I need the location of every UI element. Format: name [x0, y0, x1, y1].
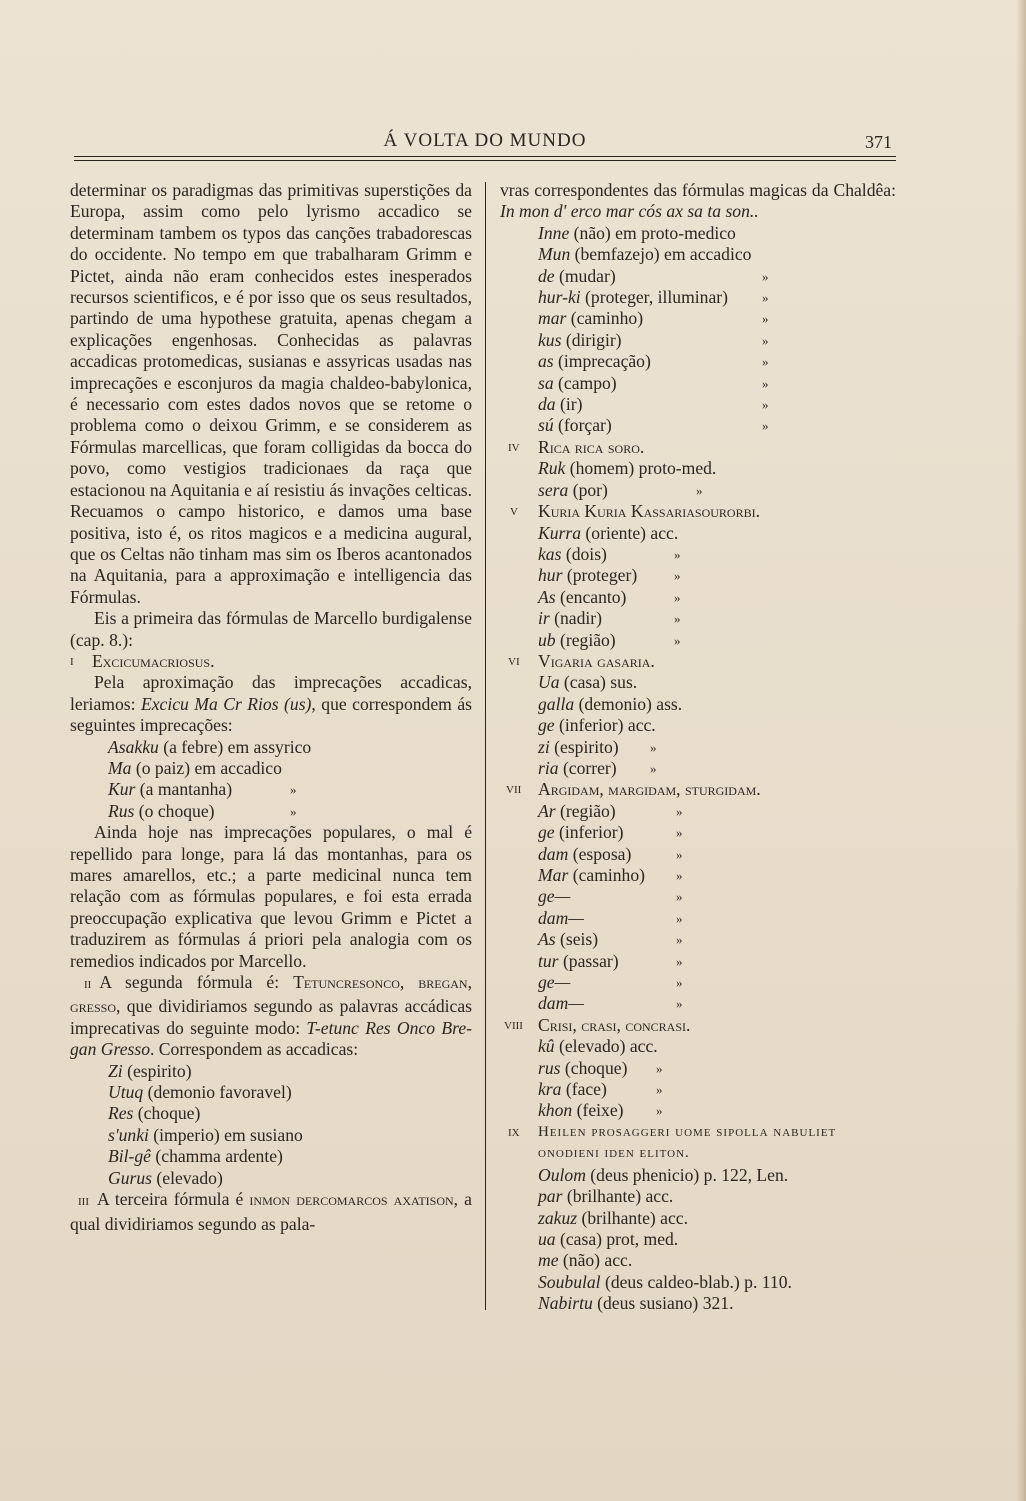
list-item — [500, 672, 896, 693]
formula-heading — [500, 1122, 896, 1165]
gloss: (espirito) — [122, 1060, 192, 1081]
ditto-mark: » — [674, 568, 681, 584]
list-item — [500, 972, 896, 993]
gloss: (bemfazejo) em accadico — [570, 244, 752, 265]
formula-name: Kuria Kuria Kassariasourorbi. — [538, 501, 761, 522]
word-list — [500, 801, 896, 1015]
term: as — [538, 351, 554, 372]
term: Zi — [108, 1060, 123, 1081]
ditto-mark: » — [290, 782, 297, 798]
gloss: (elevado) acc. — [554, 1036, 658, 1057]
gloss: (seis) — [555, 929, 599, 950]
term: tur — [538, 950, 559, 971]
list-item — [500, 1036, 896, 1057]
word-list — [500, 458, 896, 501]
term: Rus — [108, 800, 135, 821]
gloss: (dois) — [561, 543, 607, 564]
paragraph: III A terceira fórmula é inmon dercomarcos axatison, a qual dividiriamos segundo as pala- — [70, 1189, 472, 1234]
ditto-mark: » — [676, 889, 683, 905]
list-item — [500, 330, 896, 351]
gloss: (o paiz) em accadico — [131, 757, 282, 778]
term: ria — [538, 757, 559, 778]
formula-heading — [500, 1015, 896, 1036]
list-item — [500, 394, 896, 415]
paragraph: II A segunda fórmula é: Tetuncresonco, bregan, gresso, que dividiriamos segundo as palavras accádicas imprecativas do seguinte modo: T-etunc Res Onco Bre-gan Gresso. Correspondem as accadicas: — [70, 972, 472, 1060]
gloss: (nadir) — [549, 608, 603, 629]
list-item — [500, 266, 896, 287]
formula-number: IX — [508, 1126, 520, 1139]
term: As — [538, 586, 556, 607]
list-item — [70, 1168, 472, 1189]
gloss: (campo) — [553, 372, 617, 393]
gloss: (a mantanha) — [135, 779, 233, 800]
header-rule-thick — [74, 156, 896, 157]
left-column — [70, 180, 472, 1235]
term: Res — [108, 1103, 134, 1124]
term: Soubulal — [538, 1271, 601, 1292]
list-item — [500, 1186, 896, 1207]
gloss: (inferior) — [554, 822, 624, 843]
gloss: (deus susiano) 321. — [592, 1293, 734, 1314]
word-list — [70, 737, 472, 823]
gloss: (imperio) em susiano — [148, 1124, 303, 1145]
ditto-mark: » — [762, 290, 769, 306]
term: khon — [538, 1100, 573, 1121]
term: kra — [538, 1079, 562, 1100]
formula-heading — [500, 437, 896, 458]
ditto-mark: » — [696, 482, 703, 498]
gloss: (elevado) — [152, 1167, 223, 1188]
list-item — [70, 1061, 472, 1082]
gloss: (o choque) — [134, 800, 215, 821]
gloss: (região) — [555, 800, 616, 821]
list-item — [500, 480, 896, 501]
list-item — [500, 886, 896, 907]
list-item — [500, 1058, 896, 1079]
list-item — [500, 1208, 896, 1229]
gloss: (homem) proto-med. — [565, 458, 717, 479]
header-rule-thin — [74, 160, 896, 161]
gloss: (inferior) acc. — [554, 715, 656, 736]
list-item — [500, 308, 896, 329]
formula-name: Argidam, margidam, sturgidam. — [538, 779, 761, 800]
page-number: 371 — [865, 132, 892, 152]
term: me — [538, 1250, 559, 1271]
ditto-mark: » — [762, 375, 769, 391]
gloss: (ir) — [555, 394, 583, 415]
gloss: (por) — [568, 479, 608, 500]
list-item — [500, 565, 896, 586]
gloss: (não) acc. — [558, 1250, 633, 1271]
list-item — [500, 715, 896, 736]
word-list — [500, 1165, 896, 1315]
ditto-mark: » — [650, 739, 657, 755]
gloss: (face) — [561, 1079, 607, 1100]
formula-number: VII — [506, 784, 522, 797]
list-item — [500, 737, 896, 758]
gloss: (demonio) ass. — [574, 693, 683, 714]
term: dam— — [538, 993, 584, 1014]
formula-number: I — [70, 655, 74, 668]
paragraph: determinar os paradigmas das primitivas superstições da Europa, assim como pelo lyrismo accadico se determinam tambem os typos das canções trabadorescas do occidente. No tempo em que trabalharam Grimm e Pictet, ainda não eram conhecidos estes inesperados recursos scientificos, e é por isso que os seus resultados, partindo de uma hypothese gratuita, apenas chegam a explicações engenhosas. Conhecidas as palavras accadicas protomedicas, susianas e assyricas usadas nas imprecações e esconjuros da magia chaldeo-babylonica, é necessario com estes dados novos que se retome o problema como o deixou Grimm, e se considerem as Fórmulas marcellicas, que foram colligidas da bocca do povo, como vestigios tradicionaes da raça que estacionou na Aquitania e aí resistiu ás invações celticas. Recuamos o campo historico, e damos uma base positiva, isto é, os ritos magicos e a medicina augural, que os Celtas não tinham mas sim os Iberos acantonados na Aquitania, para a approximação e intelligencia das Fórmulas. — [70, 180, 472, 607]
list-item — [500, 1250, 896, 1271]
word-list — [70, 1061, 472, 1189]
formula-number: II — [84, 979, 92, 992]
ditto-mark: » — [762, 418, 769, 434]
formula-name: Heilen prosaggeri uome sipolla nabuliet onodieni iden eliton. — [538, 1123, 837, 1162]
gloss: (dirigir) — [561, 329, 622, 350]
list-item — [70, 1125, 472, 1146]
formula-number: IV — [508, 441, 520, 454]
term: de — [538, 265, 555, 286]
term: Gurus — [108, 1167, 152, 1188]
header-title: Á VOLTA DO MUNDO — [383, 130, 587, 151]
word-list — [500, 223, 896, 437]
term: galla — [538, 693, 575, 714]
term: zi — [538, 736, 550, 757]
italic-phrase: T-etunc Res Onco Bre-gan Gresso — [70, 1017, 472, 1060]
gloss: (correr) — [558, 757, 617, 778]
formula-name: Vigaria gasaria. — [538, 650, 655, 671]
ditto-mark: » — [676, 996, 683, 1012]
term: dam — [538, 843, 569, 864]
list-item — [500, 1272, 896, 1293]
ditto-mark: » — [650, 760, 657, 776]
term: ge — [538, 715, 555, 736]
right-column — [500, 180, 896, 1315]
list-item — [500, 1100, 896, 1121]
gloss: (deus caldeo-blab.) p. 110. — [600, 1271, 792, 1292]
gloss: (caminho) — [566, 308, 644, 329]
term: mar — [538, 308, 567, 329]
gloss: (proteger) — [562, 565, 638, 586]
list-item — [500, 758, 896, 779]
gloss: (imprecação) — [553, 351, 651, 372]
formula-name: Rica rica soro. — [538, 436, 645, 457]
paragraph: Ainda hoje nas imprecações populares, o mal é repellido para longe, para lá das montanhas, para os mares amarellos, etc.; a parte medicinal nunca tem relação com as fórmulas populares, e foi esta errada preoccupação explicativa que levou Grimm e Pictet a traduzirem as fórmulas á priori pela analogia com os remedios indicados por Marcello. — [70, 822, 472, 971]
word-list — [500, 523, 896, 651]
ditto-mark: » — [676, 910, 683, 926]
gloss: (oriente) acc. — [581, 522, 679, 543]
column-divider — [485, 182, 486, 1310]
list-item — [500, 415, 896, 436]
italic-phrase: Excicu Ma Cr Rios (us) — [140, 693, 312, 714]
list-item — [500, 373, 896, 394]
term: kas — [538, 543, 562, 564]
ditto-mark: » — [656, 1103, 663, 1119]
formula-name: Excicumacriosus. — [92, 650, 215, 671]
term: ua — [538, 1228, 556, 1249]
gloss: (choque) — [133, 1103, 201, 1124]
gloss: (casa) prot, med. — [555, 1228, 679, 1249]
page-edge-shadow — [1016, 0, 1026, 1501]
term: hur-ki — [538, 287, 581, 308]
gloss: (caminho) — [568, 865, 646, 885]
formula-number: VI — [508, 655, 520, 668]
term: Bil-gê — [108, 1146, 151, 1167]
list-item — [500, 929, 896, 950]
list-item — [500, 951, 896, 972]
ditto-mark: » — [290, 803, 297, 819]
ditto-mark: » — [676, 932, 683, 948]
term: Oulom — [538, 1164, 586, 1185]
gloss: (não) em proto-medico — [569, 222, 736, 243]
ditto-mark: » — [674, 611, 681, 627]
term: Utuq — [108, 1082, 144, 1103]
term: ub — [538, 629, 556, 650]
ditto-mark: » — [676, 846, 683, 862]
list-item — [500, 544, 896, 565]
term: rus — [538, 1057, 561, 1078]
list-item — [500, 608, 896, 629]
gloss: (chamma ardente) — [151, 1146, 283, 1167]
term: As — [538, 929, 556, 950]
term: kus — [538, 329, 562, 350]
formula-heading — [500, 651, 896, 672]
ditto-mark: » — [676, 803, 683, 819]
ditto-mark: » — [762, 354, 769, 370]
gloss: (feixe) — [572, 1100, 624, 1121]
ditto-mark: » — [676, 868, 683, 883]
list-item — [500, 630, 896, 651]
term: zakuz — [538, 1207, 578, 1228]
word-list — [500, 672, 896, 779]
ditto-mark: » — [762, 332, 769, 348]
formula-number: V — [510, 506, 518, 519]
term: Mar — [538, 865, 569, 885]
term: Kur — [108, 779, 136, 800]
term: ir — [538, 608, 550, 629]
gloss: (brilhante) acc. — [562, 1186, 674, 1207]
list-item — [500, 865, 896, 886]
gloss: (encanto) — [555, 586, 627, 607]
gloss: (demonio favoravel) — [143, 1082, 292, 1103]
paragraph: Eis a primeira das fórmulas de Marcello burdigalense (cap. 8.): — [70, 608, 472, 650]
formula-heading — [500, 501, 896, 522]
term: ge — [538, 822, 555, 843]
ditto-mark: » — [674, 546, 681, 562]
term: Mun — [538, 244, 571, 265]
list-item — [70, 758, 472, 779]
list-item — [500, 1079, 896, 1100]
list-item — [500, 351, 896, 372]
formula-heading — [500, 779, 896, 800]
gloss: (forçar) — [553, 415, 612, 436]
italic-phrase: In mon d' erco mar cós ax sa ta son.. — [500, 201, 759, 222]
ditto-mark: » — [656, 1060, 663, 1076]
list-item — [70, 1103, 472, 1124]
term: Inne — [538, 222, 570, 243]
formula-heading — [70, 651, 472, 672]
list-item — [500, 1229, 896, 1250]
term: kû — [538, 1036, 555, 1057]
list-item — [500, 1293, 896, 1314]
term: sú — [538, 415, 554, 436]
term: s'unki — [108, 1124, 149, 1145]
term: Asakku — [108, 736, 159, 757]
term: ge— — [538, 886, 571, 907]
term: Ruk — [538, 458, 566, 479]
list-item — [70, 1146, 472, 1167]
ditto-mark: » — [762, 397, 769, 413]
ditto-mark: » — [674, 589, 681, 605]
term: par — [538, 1186, 563, 1207]
term: dam— — [538, 907, 584, 928]
term: sa — [538, 372, 554, 393]
term: da — [538, 394, 556, 415]
paragraph: vras correspondentes das fórmulas magicas da Chaldêa: In mon d' erco mar cós ax sa ta son.. — [500, 180, 896, 222]
term: Ma — [108, 757, 132, 778]
term: ge— — [538, 972, 571, 993]
gloss: (choque) — [560, 1057, 628, 1078]
gloss: (região) — [555, 629, 616, 650]
list-item — [500, 908, 896, 929]
list-item — [500, 822, 896, 843]
list-item — [70, 1082, 472, 1103]
gloss: (brilhante) acc. — [577, 1207, 688, 1228]
term: Kurra — [538, 522, 582, 543]
list-item — [500, 244, 896, 265]
list-item — [500, 587, 896, 608]
formula-number: VIII — [504, 1019, 523, 1032]
formula-number: III — [78, 1196, 89, 1209]
term: sera — [538, 479, 569, 500]
gloss: (espirito) — [549, 736, 619, 757]
formula-name: Crisi, crasi, concrasi. — [538, 1014, 691, 1035]
ditto-mark: » — [676, 825, 683, 841]
term: Nabirtu — [538, 1293, 593, 1314]
list-item — [500, 1165, 896, 1186]
term: Ar — [538, 800, 556, 821]
list-item — [500, 523, 896, 544]
gloss: (deus phenicio) p. 122, Len. — [585, 1164, 789, 1185]
gloss: (a febre) em assyrico — [158, 736, 312, 757]
gloss: (mudar) — [554, 265, 616, 286]
ditto-mark: » — [656, 1082, 663, 1098]
gloss: (proteger, illuminar) — [580, 287, 728, 308]
gloss: (casa) sus. — [559, 672, 638, 693]
ditto-mark: » — [676, 953, 683, 969]
list-item — [70, 801, 472, 822]
word-list — [500, 1036, 896, 1122]
ditto-mark: » — [762, 311, 769, 327]
term: hur — [538, 565, 563, 586]
list-item — [500, 694, 896, 715]
list-item — [500, 287, 896, 308]
list-item — [500, 458, 896, 479]
list-item — [70, 737, 472, 758]
term: Ua — [538, 672, 560, 693]
ditto-mark: » — [762, 268, 769, 284]
list-item — [500, 844, 896, 865]
gloss: (passar) — [558, 950, 619, 971]
list-item — [500, 801, 896, 822]
list-item — [500, 223, 896, 244]
ditto-mark: » — [674, 632, 681, 648]
list-item — [500, 993, 896, 1014]
ditto-mark: » — [676, 975, 683, 991]
paragraph: Pela aproximação das imprecações accadicas, leriamos: Excicu Ma Cr Rios (us), que correspondem ás seguintes imprecações: — [70, 672, 472, 736]
gloss: (esposa) — [568, 843, 632, 864]
list-item — [70, 779, 472, 800]
running-header — [74, 128, 896, 154]
